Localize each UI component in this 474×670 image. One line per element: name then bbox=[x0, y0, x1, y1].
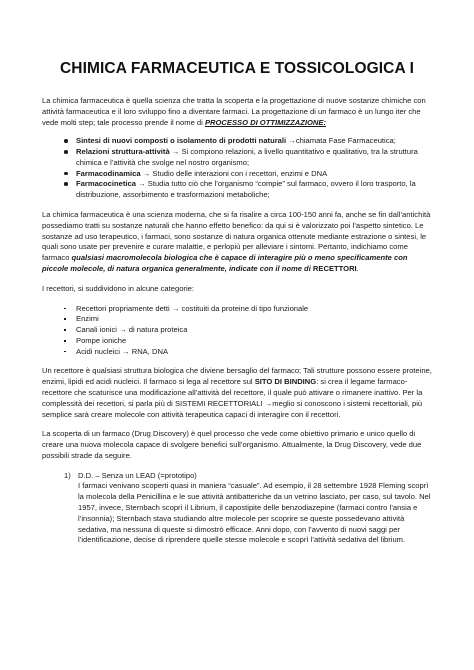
receptor-paragraph bbox=[42, 366, 432, 420]
list-item bbox=[64, 336, 432, 347]
intro-text: La chimica farmaceutica è quella scienza che tratta la scoperta e la progettazione di nuove sostanze chimiche con attività farmaceutica e il loro sviluppo fino a diventare farmaci. La progettazione di un farmaco è un lungo iter che vede molti step; tale processo prende il nome di bbox=[42, 96, 426, 127]
drug-discovery-paragraph: La scoperta di un farmaco (Drug Discovery) è quel processo che vede come obiettivo primario e unico quello di creare una nuova molecola capace di svolgere benefici sull’organismo. Attualmente, la Drug Discovery, vede due possibili strade da seguire. bbox=[42, 429, 422, 460]
arrow-icon: → bbox=[140, 168, 153, 178]
bullet-icon bbox=[64, 318, 66, 320]
item-number: 1) bbox=[64, 470, 71, 480]
list-item bbox=[64, 169, 432, 180]
bullet-icon bbox=[64, 182, 68, 186]
list-item bbox=[64, 304, 432, 315]
step-description: Studia tutto ciò che l’organismo “compie” sul farmaco, ovvero il loro trasporto, la distribuzione, assorbimento e trasformazioni metaboliche; bbox=[76, 179, 416, 200]
step-description: Si compiono relazioni, a livello quantitativo e qualitativo, tra la struttura chimica e l’attività che svolge nel nostro organismo; bbox=[76, 147, 418, 167]
step-term: Farmacocinetica bbox=[76, 179, 136, 189]
receptor-type-detail: di natura proteica bbox=[126, 325, 188, 335]
receptor-type: Canali ionici bbox=[76, 325, 120, 335]
approach-body: I farmaci venivano scoperti quasi in maniera “casuale”. Ad esempio, il 28 settembre 1928 Fleming scoprì la molecola della Penicillina e le sue attività antibatteriche da un vetrino lasciato, per caso, sul tavolo. Nel 1957, invece, Sternbach scoprì il Librium, il capostipite delle benzodiazepine (farmaci contro l’ansia e l’insonnia); Sternbach stava studiando altre molecole per scoprire se queste possedevano attività sedativa, ma nessuna di queste si dimostrò efficace. Anni dopo, con l’avvento di nuovi saggi per l’identificazione, decise di riprendere quelle stesse molecole e scoprì l’attività sedativa del librium. bbox=[78, 481, 431, 545]
sentence-end: . bbox=[356, 263, 359, 273]
optimization-steps-list bbox=[42, 136, 432, 201]
approach-title: D.D. – Senza un LEAD (=prototipo) bbox=[78, 470, 197, 480]
list-item bbox=[64, 136, 432, 147]
receptor-type: Recettori propriamente detti bbox=[76, 303, 172, 313]
optimization-process-term: PROCESSO DI OTTIMIZZAZIONE: bbox=[204, 117, 327, 127]
receptor-text-a: Un recettore è qualsiasi struttura biologica che diviene bersaglio del farmaco; Tali strutture possono essere proteine, enzimi, lipidi ed acidi nucleici. Il farmaco si lega al recettore sul bbox=[42, 366, 432, 387]
bullet-icon bbox=[64, 340, 66, 342]
step-description: Studio delle interazioni con i recettori, enzimi e DNA bbox=[152, 168, 328, 178]
receptor-type-detail: RNA, DNA bbox=[129, 346, 169, 356]
receptor-types-list bbox=[42, 304, 432, 358]
list-item bbox=[64, 347, 432, 358]
receptor-text-b: : si crea il legame farmaco-recettore che scaturisce una modificazione all’attività del recettore, il quale può attivare o rimanere inattivo. Per la complessità dei recettori, si parla più di SISTEMI RECETTORIALI bbox=[42, 377, 423, 408]
list-item bbox=[64, 471, 432, 546]
list-item bbox=[64, 179, 432, 201]
document-title: CHIMICA FARMACEUTICA E TOSSICOLOGICA I bbox=[60, 60, 414, 77]
arrow-icon: → bbox=[119, 325, 127, 335]
drug-definition: qualsiasi macromolecola biologica che è capace di interagire più o meno specificamente con piccole molecole, di natura organica generalmente, indicate con il nome di bbox=[42, 253, 408, 273]
bullet-icon bbox=[64, 308, 66, 310]
bullet-icon bbox=[64, 172, 68, 176]
receptor-type: Enzimi bbox=[76, 314, 99, 324]
receptors-term: RECETTORI bbox=[312, 263, 357, 273]
approaches-list bbox=[42, 471, 432, 546]
receptor-type: Pompe ioniche bbox=[76, 335, 127, 345]
step-term: Sintesi di nuovi composti o isolamento di prodotti naturali bbox=[76, 136, 287, 146]
arrow-icon: → bbox=[171, 303, 180, 313]
bullet-icon bbox=[64, 139, 68, 143]
step-term: Relazioni struttura-attività bbox=[76, 147, 170, 157]
arrow-icon: → bbox=[169, 147, 182, 157]
history-paragraph bbox=[42, 210, 432, 275]
history-text: La chimica farmaceutica è una scienza moderna, che si fa risalire a circa 100-150 anni fa, anche se fin dall’antichità possediamo tratti su sostanze naturali che hanno effetto benefico: da qui si è valorizzato poi l’aspetto sintetico. Le sostanze ad uso terapeutico, i farmaci, sono sostanze di natura organica ottenute mediante estrazione o sintesi, le quali sono usate per prevenire e curare malattie, e perlopiù per alleviare i sintomi. Pertanto, indichiamo come farmaco bbox=[42, 210, 431, 263]
arrow-icon: → bbox=[264, 398, 273, 408]
bullet-icon bbox=[64, 351, 66, 353]
list-item bbox=[64, 325, 432, 336]
arrow-icon: → bbox=[135, 179, 148, 189]
arrow-icon: → bbox=[288, 136, 296, 146]
arrow-icon: → bbox=[122, 346, 130, 356]
receptors-intro: I recettori, si suddividono in alcune categorie: bbox=[42, 283, 194, 293]
receptor-type: Acidi nucleici bbox=[76, 346, 123, 356]
list-item bbox=[64, 147, 432, 169]
receptor-text-c: meglio si conoscono i sistemi recettoriali, più semplice sarà creare molecole con attività terapeutica capaci di interagire con il recettori. bbox=[42, 398, 423, 419]
step-description: chiamata Fase Farmaceutica; bbox=[295, 136, 396, 146]
intro-paragraph bbox=[42, 96, 432, 128]
binding-site-term: SITO DI BINDING bbox=[254, 377, 317, 387]
list-item bbox=[64, 314, 432, 325]
bullet-icon bbox=[64, 150, 68, 154]
step-term: Farmacodinamica bbox=[76, 168, 141, 178]
bullet-icon bbox=[64, 329, 66, 331]
receptor-type-detail: costituiti da proteine di tipo funzionale bbox=[179, 303, 309, 313]
